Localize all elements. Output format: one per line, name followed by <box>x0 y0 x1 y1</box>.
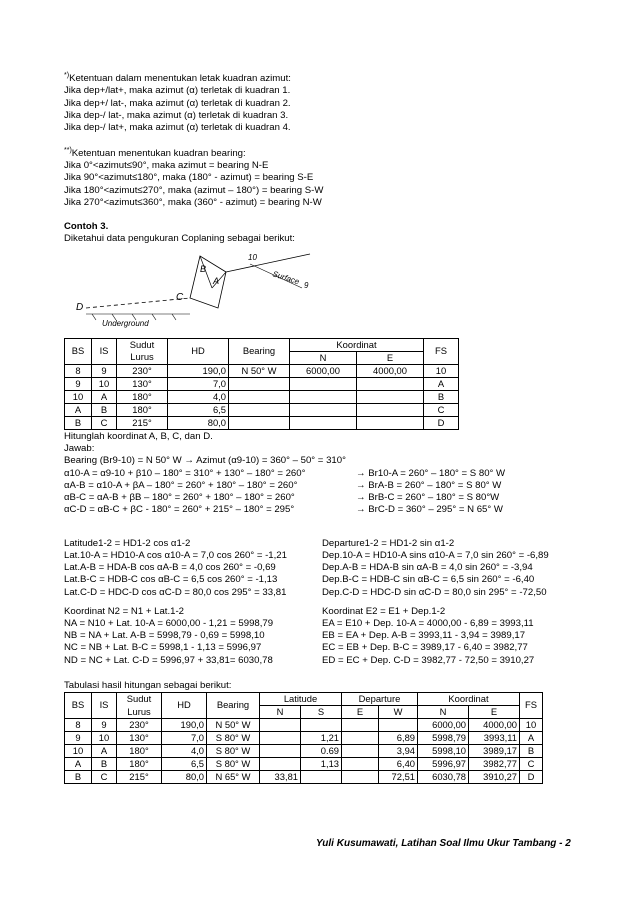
col-koordinat: Koordinat <box>418 692 520 705</box>
table-cell: 5998,10 <box>418 744 469 757</box>
col-dep-e: E <box>342 705 379 718</box>
table-cell <box>229 390 290 403</box>
table-cell <box>260 731 301 744</box>
table-cell <box>342 744 379 757</box>
table-cell: 8 <box>65 364 92 377</box>
table-cell: C <box>520 758 543 771</box>
coord-e-line: Koordinat E2 = E1 + Dep.1-2 <box>322 605 446 617</box>
table-cell: 33,81 <box>260 771 301 784</box>
coord-n-line: NB = NA + Lat. A-B = 5998,79 - 0,69 = 5998,10 <box>64 630 265 642</box>
note1-title: Ketentuan dalam menentukan letak kuadran azimut: <box>69 73 291 85</box>
table-cell <box>260 718 301 731</box>
col-sudut: Sudut <box>117 338 168 351</box>
table-cell: 190,0 <box>168 364 229 377</box>
table-cell: 5998,79 <box>418 731 469 744</box>
table-cell: B <box>424 390 459 403</box>
point-9-label: 9 <box>304 280 309 290</box>
table-cell: 7,0 <box>162 731 207 744</box>
table-cell <box>379 718 418 731</box>
coord-n-line: NC = NB + Lat. B-C = 5998,1 - 1,13 = 5996,97 <box>64 642 262 654</box>
underground-label: Underground <box>102 318 149 328</box>
col-lat-s: S <box>301 705 342 718</box>
table-cell: C <box>424 403 459 416</box>
table-cell <box>290 390 357 403</box>
table-cell: 3910,27 <box>469 771 520 784</box>
col-lat-n: N <box>260 705 301 718</box>
table-cell: 10 <box>520 718 543 731</box>
latitude-line: Lat.C-D = HDC-D cos αC-D = 80,0 cos 295° = 33,81 <box>64 586 287 598</box>
col-sudut: Sudut <box>117 692 162 705</box>
surface-label: Surface <box>271 268 301 286</box>
table-cell: 130° <box>117 731 162 744</box>
table-cell: 80,0 <box>162 771 207 784</box>
table-row <box>65 403 459 416</box>
table-cell <box>342 758 379 771</box>
table-cell: 3,94 <box>379 744 418 757</box>
table-cell: 1,21 <box>301 731 342 744</box>
table-row <box>65 377 459 390</box>
note2-line: Jika 180°<azimut≤270°, maka (azimut – 180°) = bearing S-W <box>64 184 324 196</box>
point-a-label: A <box>213 275 220 286</box>
point-b-label: B <box>200 263 207 274</box>
table-cell <box>301 718 342 731</box>
col-coord-e: E <box>469 705 520 718</box>
table-cell: A <box>92 744 117 757</box>
departure-line: Departure1-2 = HD1-2 sin α1-2 <box>322 537 455 549</box>
col-bearing: Bearing <box>229 338 290 364</box>
table-cell: 190,0 <box>162 718 207 731</box>
table-cell: A <box>92 390 117 403</box>
table-cell: 215° <box>117 416 168 429</box>
table-cell: 3993,11 <box>469 731 520 744</box>
table-cell: 9 <box>92 364 117 377</box>
col-dep-w: W <box>379 705 418 718</box>
table-cell: C <box>92 771 117 784</box>
col-lurus: Lurus <box>117 351 168 364</box>
table-cell: 6000,00 <box>418 718 469 731</box>
table-row <box>65 758 543 771</box>
table-cell <box>229 377 290 390</box>
table-row <box>65 390 459 403</box>
example-heading: Contoh 3. <box>64 221 109 233</box>
table-cell: 9 <box>92 718 117 731</box>
note2-title: Ketentuan menentukan kuadran bearing: <box>71 147 246 159</box>
table-cell <box>357 377 424 390</box>
latitude-line: Lat.10-A = HD10-A cos α10-A = 7,0 cos 260° = -1,21 <box>64 549 287 561</box>
table-cell: 6,5 <box>168 403 229 416</box>
coord-n-line: Koordinat N2 = N1 + Lat.1-2 <box>64 605 184 617</box>
col-fs: FS <box>520 692 543 718</box>
col-departure: Departure <box>342 692 418 705</box>
departure-line: Dep.C-D = HDC-D sin αC-D = 80,0 sin 295° = -72,50 <box>322 586 547 598</box>
azimuth-line: α10-A = α9-10 + β10 – 180° = 310° + 130° – 180° = 260° <box>64 467 306 479</box>
table-cell: D <box>424 416 459 429</box>
departure-line: Dep.B-C = HDB-C sin αB-C = 6,5 sin 260° = -6,40 <box>322 574 535 586</box>
azimuth-line: αA-B = α10-A + βA – 180° = 260° + 180° – 180° = 260° <box>64 479 298 491</box>
table-row <box>65 718 543 731</box>
table-cell <box>260 758 301 771</box>
col-bearing: Bearing <box>207 692 260 718</box>
table-cell <box>357 416 424 429</box>
point-10-label: 10 <box>248 252 257 262</box>
table2-title: Tabulasi hasil hitungan sebagai berikut: <box>64 679 232 691</box>
table-cell: B <box>65 771 92 784</box>
table-cell: 10 <box>92 731 117 744</box>
col-hd: HD <box>162 692 207 718</box>
table-cell: N 65° W <box>207 771 260 784</box>
col-n: N <box>290 351 357 364</box>
table-cell: 9 <box>65 377 92 390</box>
table-cell: 10 <box>92 377 117 390</box>
bearing-result: → Br10-A = 260° – 180° = S 80° W <box>356 467 506 479</box>
table-cell: B <box>65 416 92 429</box>
table-row <box>65 364 459 377</box>
col-is: IS <box>92 338 117 364</box>
table-cell: B <box>520 744 543 757</box>
note-bearing-quadrant: **)Ketentuan menentukan kuadran bearing: Jika 0°<azimut≤90°, maka azimut = bearing N-E Jika 90°<azimut≤180°, maka (180° - azimut) = bearing S-E Jika 180°<azimut≤270°, maka (azimut – 180°) = bearing S-W Jika 270°<azimut≤360°, maka (360° - azimut) = bearing N-W <box>64 147 574 210</box>
table-cell: 0.69 <box>301 744 342 757</box>
col-koordinat: Koordinat <box>290 338 424 351</box>
document-page <box>64 72 574 784</box>
latitude-line: Latitude1-2 = HD1-2 cos α1-2 <box>64 537 191 549</box>
point-c-label: C <box>176 291 184 303</box>
table-cell: 4,0 <box>168 390 229 403</box>
table-cell: 72,51 <box>379 771 418 784</box>
table-cell: 80,0 <box>168 416 229 429</box>
table-cell: 6,40 <box>379 758 418 771</box>
col-fs: FS <box>424 338 459 364</box>
table-cell: 180° <box>117 403 168 416</box>
table-cell: 230° <box>117 364 168 377</box>
note2-line: Jika 0°<azimut≤90°, maka azimut = bearing N-E <box>64 159 269 171</box>
coplaning-sketch <box>72 250 372 328</box>
table-cell <box>260 744 301 757</box>
table-cell <box>342 718 379 731</box>
table-cell: 230° <box>117 718 162 731</box>
col-latitude: Latitude <box>260 692 342 705</box>
bearing-result: → BrC-D = 360° – 295° = N 65° W <box>356 504 503 516</box>
table-cell: 10 <box>65 390 92 403</box>
departure-line: Dep.10-A = HD10-A sins α10-A = 7,0 sin 260° = -6,89 <box>322 549 549 561</box>
coord-n-line: ND = NC + Lat. C-D = 5996,97 + 33,81= 6030,78 <box>64 654 273 666</box>
table-cell: 4000,00 <box>469 718 520 731</box>
note2-line: Jika 90°<azimut≤180°, maka (180° - azimut) = bearing S-E <box>64 172 314 184</box>
table-cell: 10 <box>424 364 459 377</box>
table-cell: 3982,77 <box>469 758 520 771</box>
table-cell: B <box>92 758 117 771</box>
coord-e-line: EC = EB + Dep. B-C = 3989,17 - 6,40 = 3982,77 <box>322 642 528 654</box>
azimuth-line: αC-D = αB-C + βC - 180° = 260° + 215° – 180° = 295° <box>64 504 295 516</box>
bearing-result: → BrB-C = 260° – 180° = S 80°W <box>356 492 500 504</box>
coordinate-section <box>64 606 574 680</box>
table-row <box>65 731 543 744</box>
coplaning-diagram <box>72 250 372 328</box>
table-cell <box>342 771 379 784</box>
departure-line: Dep.A-B = HDA-B sin αA-B = 4,0 sin 260° = -3,94 <box>322 562 533 574</box>
latitude-line: Lat.A-B = HDA-B cos αA-B = 4,0 cos 260° = -0,69 <box>64 562 276 574</box>
table-cell: 215° <box>117 771 162 784</box>
table-cell: S 80° W <box>207 758 260 771</box>
col-e: E <box>357 351 424 364</box>
azimuth-calculation <box>64 468 574 538</box>
table-cell: A <box>65 758 92 771</box>
table-cell <box>357 390 424 403</box>
table-cell: C <box>92 416 117 429</box>
table-cell: 180° <box>117 390 168 403</box>
table-cell: 4000,00 <box>357 364 424 377</box>
table-cell: A <box>424 377 459 390</box>
table-cell: N 50° W <box>207 718 260 731</box>
table-cell: 10 <box>65 744 92 757</box>
bearing-azimuth-line: Bearing (Br9-10) = N 50° W → Azimut (α9-10) = 360° – 50° = 310° <box>64 455 346 467</box>
table-cell <box>357 403 424 416</box>
table-cell: A <box>520 731 543 744</box>
coord-n-line: NA = N10 + Lat. 10-A = 6000,00 - 1,21 = 5998,79 <box>64 617 274 629</box>
table-cell <box>290 403 357 416</box>
table-cell: 6030,78 <box>418 771 469 784</box>
table-cell: S 80° W <box>207 731 260 744</box>
bearing-result: → BrA-B = 260° – 180° = S 80° W <box>356 479 502 491</box>
table-cell <box>290 416 357 429</box>
table-cell: D <box>520 771 543 784</box>
table-cell: N 50° W <box>229 364 290 377</box>
table-cell: 130° <box>117 377 168 390</box>
note1-line: Jika dep-/ lat+, maka azimut (α) terletak di kuadran 4. <box>64 122 291 134</box>
table-cell: 8 <box>65 718 92 731</box>
table-cell <box>342 731 379 744</box>
note1-line: Jika dep+/ lat-, maka azimut (α) terletak di kuadran 2. <box>64 97 291 109</box>
col-bs: BS <box>65 338 92 364</box>
coord-e-line: ED = EC + Dep. C-D = 3982,77 - 72,50 = 3910,27 <box>322 654 535 666</box>
coord-e-line: EA = E10 + Dep. 10-A = 4000,00 - 6,89 = 3993,11 <box>322 617 534 629</box>
col-is: IS <box>92 692 117 718</box>
table-cell <box>301 771 342 784</box>
col-lurus: Lurus <box>117 705 162 718</box>
latitude-line: Lat.B-C = HDB-C cos αB-C = 6,5 cos 260° = -1,13 <box>64 574 278 586</box>
table-cell <box>229 403 290 416</box>
table-cell: 180° <box>117 744 162 757</box>
point-d-label: D <box>76 301 84 313</box>
col-coord-n: N <box>418 705 469 718</box>
measurement-table <box>64 338 459 430</box>
table-cell: 180° <box>117 758 162 771</box>
table-cell: 6,89 <box>379 731 418 744</box>
table-cell: 7,0 <box>168 377 229 390</box>
note-azimuth-quadrant: *)Ketentuan dalam menentukan letak kuadran azimut: Jika dep+/lat+, maka azimut (α) terletak di kuadran 1. Jika dep+/ lat-, maka azimut (α) terletak di kuadran 2. Jika dep-/ lat-, maka azimut (α) terletak di kuadran 3. Jika dep-/ lat+, maka azimut (α) terletak di kuadran 4. <box>64 72 574 135</box>
table-cell: 6000,00 <box>290 364 357 377</box>
latitude-departure-section <box>64 538 574 606</box>
table-cell: 6,5 <box>162 758 207 771</box>
example-intro: Diketahui data pengukuran Coplaning sebagai berikut: <box>64 233 295 245</box>
azimuth-line: αB-C = αA-B + βB – 180° = 260° + 180° – 180° = 260° <box>64 492 295 504</box>
note1-line: Jika dep-/ lat-, maka azimut (α) terletak di kuadran 3. <box>64 109 289 121</box>
page-footer: Yuli Kusumawati, Latihan Soal Ilmu Ukur Tambang - 2 <box>316 838 571 849</box>
note1-line: Jika dep+/lat+, maka azimut (α) terletak di kuadran 1. <box>64 85 291 97</box>
question-text: Hitunglah koordinat A, B, C, dan D. <box>64 430 213 442</box>
col-bs: BS <box>65 692 92 718</box>
coord-e-line: EB = EA + Dep. A-B = 3993,11 - 3,94 = 3989,17 <box>322 630 526 642</box>
table-cell: A <box>65 403 92 416</box>
table-row <box>65 771 543 784</box>
table-cell: 1,13 <box>301 758 342 771</box>
table-cell: 5996,97 <box>418 758 469 771</box>
table-cell: 3989,17 <box>469 744 520 757</box>
table-cell: 4,0 <box>162 744 207 757</box>
table-cell: S 80° W <box>207 744 260 757</box>
result-table <box>64 692 543 784</box>
table-cell <box>229 416 290 429</box>
table-row <box>65 416 459 429</box>
table-row <box>65 744 543 757</box>
table-cell <box>290 377 357 390</box>
col-hd: HD <box>168 338 229 364</box>
answer-label: Jawab: <box>64 443 95 455</box>
table-cell: 9 <box>65 731 92 744</box>
table-cell: B <box>92 403 117 416</box>
note2-line: Jika 270°<azimut≤360°, maka (360° - azimut) = bearing N-W <box>64 196 322 208</box>
